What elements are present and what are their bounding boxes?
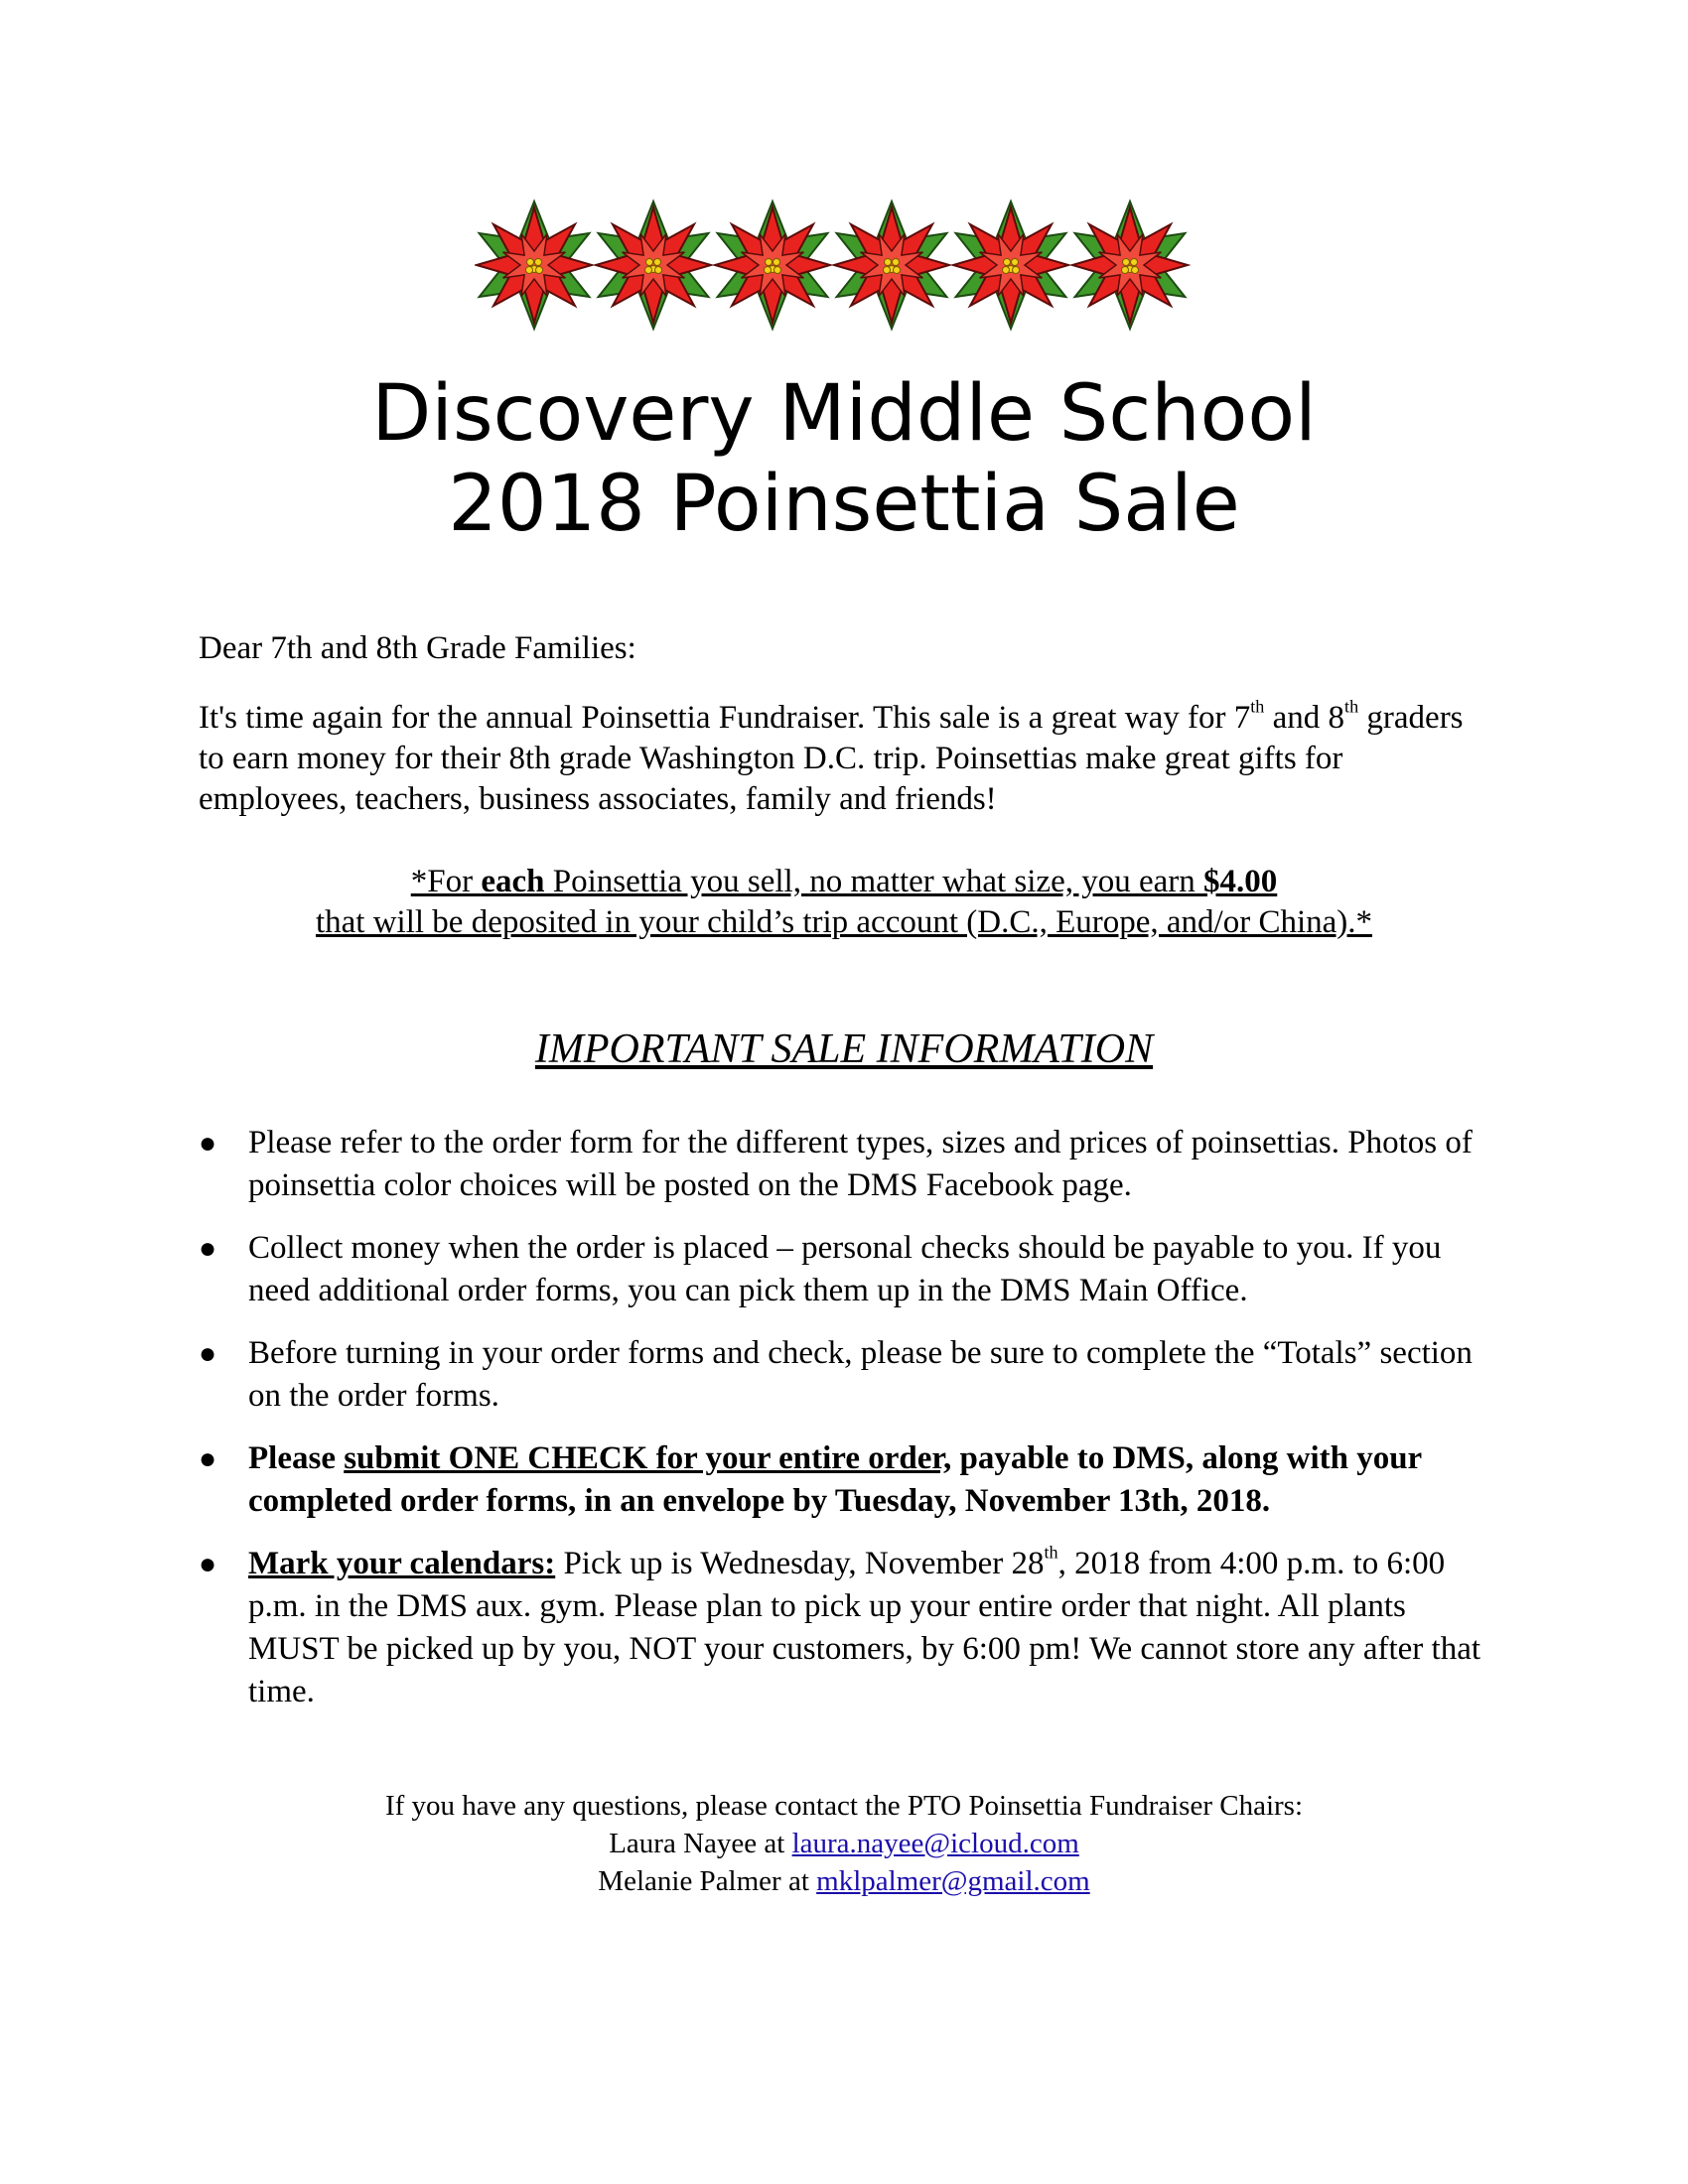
bullet-icon: ●: [199, 1442, 217, 1475]
list-item: ● Please refer to the order form for the different types, sizes and prices of poinsettias. Photos of poinsettia color choices will be posted on the DMS Facebook page.: [199, 1122, 1499, 1207]
bullet-icon: ●: [199, 1337, 217, 1370]
email-link-melanie[interactable]: mklpalmer@gmail.com: [816, 1865, 1090, 1897]
earnings-note: [0, 862, 1688, 943]
intro-paragraph: It's time again for the annual Poinsettia Fundraiser. This sale is a great way for 7th and 8th graders to earn money for their 8th grade Washington D.C. trip. Poinsettias make great gifts for employees, teachers, business associates, family and friends!: [199, 696, 1464, 817]
contact-melanie: Melanie Palmer at mklpalmer@gmail.com: [598, 1865, 1090, 1897]
title-line-2: 2018 Poinsettia Sale: [448, 460, 1240, 549]
title-line-1: Discovery Middle School: [371, 369, 1317, 459]
poinsettia-flower: [834, 202, 949, 329]
poinsettia-flower: [953, 202, 1068, 329]
poinsettia-flowers-icon: [475, 191, 1209, 340]
poinsettia-flower: [596, 202, 711, 329]
bullet-icon: ●: [199, 1232, 217, 1265]
contact-intro: If you have any questions, please contact the PTO Poinsettia Fundraiser Chairs:: [384, 1790, 1304, 1822]
list-item: ● Please submit ONE CHECK for your entire order, payable to DMS, along with your completed order forms, in an envelope by Tuesday, November 13th, 2018.: [199, 1437, 1499, 1523]
poinsettia-flower: [715, 202, 830, 329]
poinsettia-flower: [1072, 202, 1188, 329]
sale-info-list: [199, 1122, 1499, 1733]
email-link-laura[interactable]: laura.nayee@icloud.com: [791, 1828, 1079, 1859]
contact-info: [0, 1787, 1688, 1900]
list-item: ● Before turning in your order forms and check, please be sure to complete the “Totals” section on the order forms.: [199, 1332, 1499, 1418]
poinsettia-banner: [475, 191, 1209, 340]
contact-laura: Laura Nayee at laura.nayee@icloud.com: [609, 1828, 1079, 1859]
earnings-line-2: that will be deposited in your child’s trip account (D.C., Europe, and/or China).*: [315, 904, 1373, 940]
greeting: Dear 7th and 8th Grade Families:: [199, 630, 636, 666]
bullet-icon: ●: [199, 1127, 217, 1160]
bullet-icon: ●: [199, 1548, 217, 1580]
list-item: ● Mark your calendars: Pick up is Wednesday, November 28th, 2018 from 4:00 p.m. to 6:00 p.m. in the DMS aux. gym. Please plan to pick up your entire order that night. All plants MUST be picked up by you, NOT your customers, by 6:00 pm! We cannot store any after that time.: [199, 1542, 1481, 1709]
poinsettia-flower: [477, 202, 592, 329]
list-item: ● Collect money when the order is placed – personal checks should be payable to you. If you need additional order forms, you can pick them up in the DMS Main Office.: [199, 1227, 1499, 1312]
section-heading: IMPORTANT SALE INFORMATION: [534, 1026, 1154, 1072]
earnings-line-1: *For each Poinsettia you sell, no matter what size, you earn $4.00: [410, 864, 1278, 899]
page-title: [0, 369, 1688, 550]
